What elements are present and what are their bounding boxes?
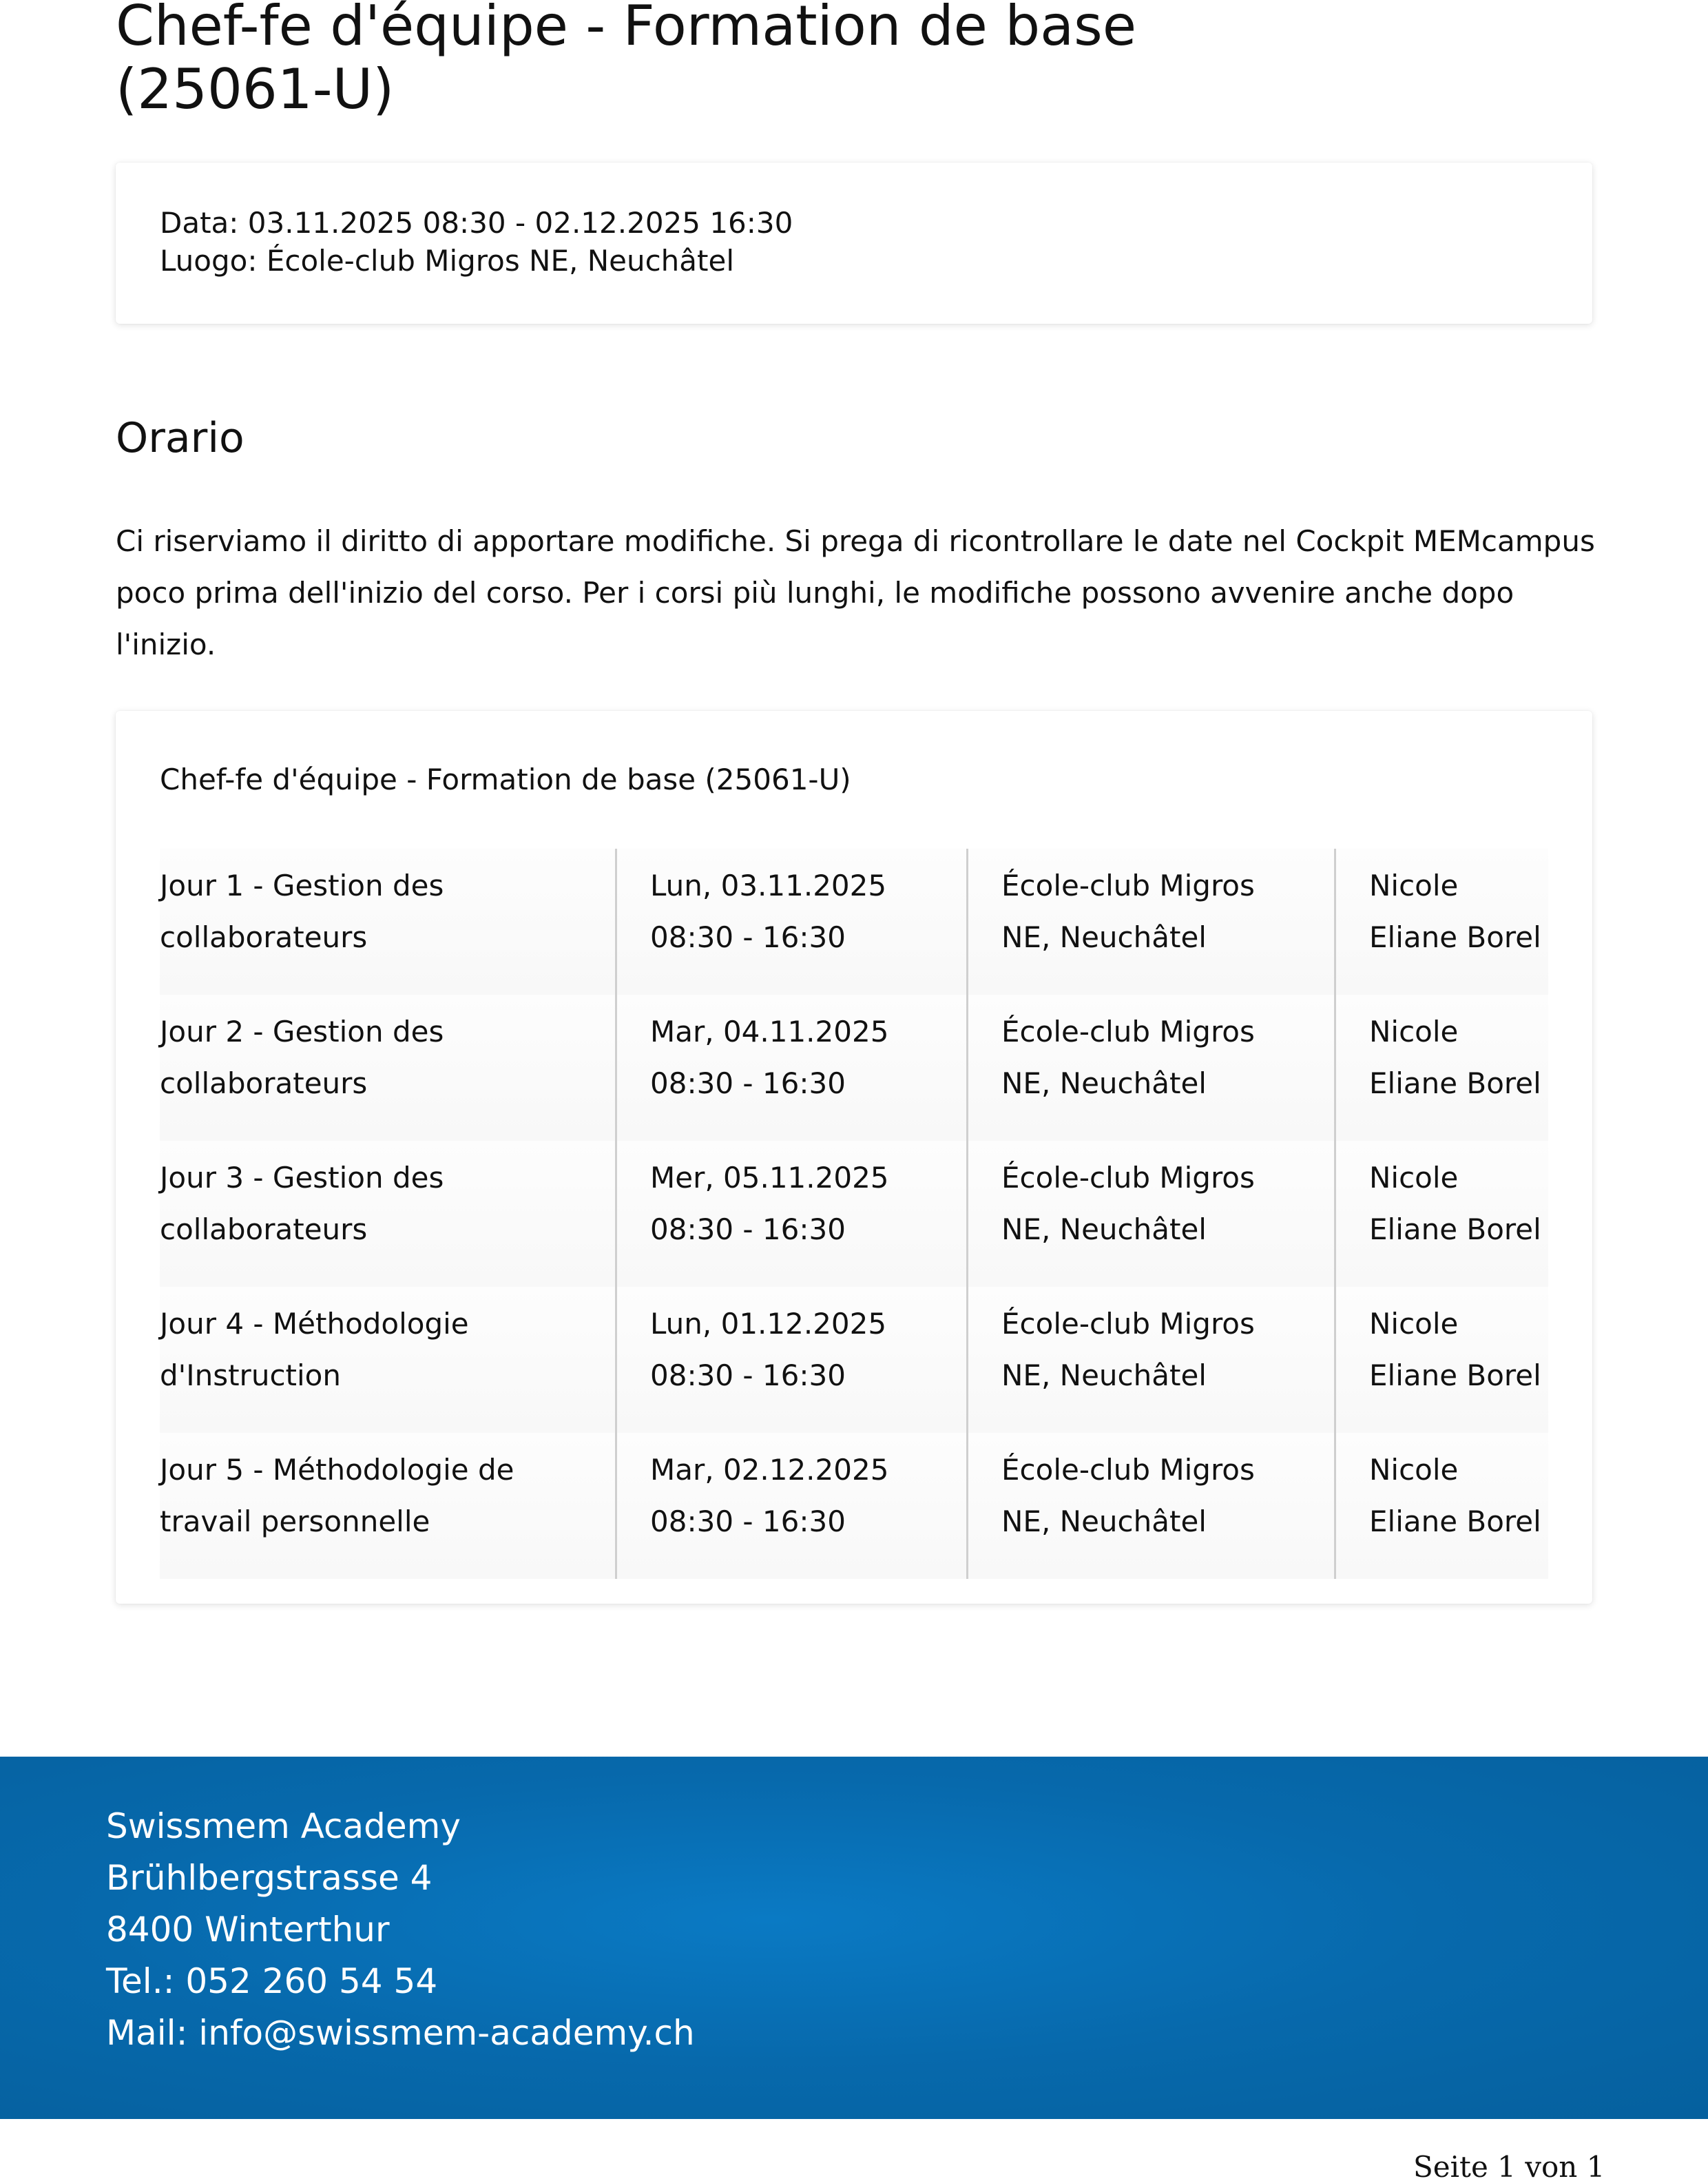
session-time: 08:30 - 16:30	[650, 1505, 846, 1538]
schedule-heading: Orario	[116, 414, 244, 462]
session-cell	[160, 1287, 617, 1433]
session-time: 08:30 - 16:30	[650, 1358, 846, 1392]
location-line: NE, Neuchâtel	[1001, 920, 1207, 954]
location-cell	[968, 1141, 1336, 1287]
location-line: NE, Neuchâtel	[1001, 1505, 1207, 1538]
table-row	[160, 1141, 1548, 1287]
session-name-line: collaborateurs	[160, 1066, 368, 1100]
page-title-line-2: (25061-U)	[116, 57, 395, 121]
footer-phone: Tel.: 052 260 54 54	[106, 1961, 438, 2001]
trainer-line: Eliane Borel	[1369, 920, 1541, 954]
footer-city: 8400 Winterthur	[106, 1910, 390, 1950]
location-line: École-club Migros	[1001, 1453, 1255, 1487]
schedule-card	[116, 711, 1592, 1604]
location-line: NE, Neuchâtel	[1001, 1212, 1207, 1246]
trainer-cell	[1336, 1433, 1548, 1579]
location-line: NE, Neuchâtel	[1001, 1358, 1207, 1392]
session-name-line: collaborateurs	[160, 1212, 368, 1246]
footer-street: Brühlbergstrasse 4	[106, 1858, 433, 1898]
trainer-line: Eliane Borel	[1369, 1358, 1541, 1392]
trainer-line: Nicole	[1369, 869, 1459, 902]
session-name-line: Jour 3 - Gestion des	[160, 1161, 444, 1195]
session-date: Lun, 01.12.2025	[650, 1307, 887, 1341]
page-number: Seite 1 von 1	[1413, 2150, 1605, 2181]
table-row	[160, 1433, 1548, 1579]
footer-organization: Swissmem Academy	[106, 1806, 461, 1846]
datetime-cell	[617, 1141, 968, 1287]
location-line: École-club Migros	[1001, 869, 1255, 902]
footer-email: Mail: info@swissmem-academy.ch	[106, 2013, 695, 2053]
schedule-table	[160, 849, 1548, 1579]
table-row	[160, 1287, 1548, 1433]
table-row	[160, 849, 1548, 995]
location-cell	[968, 849, 1336, 995]
location-cell	[968, 995, 1336, 1141]
datetime-cell	[617, 1287, 968, 1433]
trainer-cell	[1336, 1287, 1548, 1433]
location-cell	[968, 1287, 1336, 1433]
location-line: NE, Neuchâtel	[1001, 1066, 1207, 1100]
trainer-cell	[1336, 849, 1548, 995]
location-line: École-club Migros	[1001, 1161, 1255, 1195]
footer	[0, 1757, 1708, 2119]
session-time: 08:30 - 16:30	[650, 1066, 846, 1100]
trainer-line: Nicole	[1369, 1161, 1459, 1195]
datetime-cell	[617, 995, 968, 1141]
session-name-line: collaborateurs	[160, 920, 368, 954]
session-name-line: Jour 4 - Méthodologie	[160, 1307, 469, 1341]
session-name-line: Jour 5 - Méthodologie de	[160, 1453, 514, 1487]
location-cell	[968, 1433, 1336, 1579]
session-name-line: travail personnelle	[160, 1505, 430, 1538]
schedule-notice: Ci riserviamo il diritto di apportare modifiche. Si prega di ricontrollare le date nel Cockpit MEMcampus poco prima dell'inizio del corso. Per i corsi più lunghi, le modifiche possono avvenire anche dopo l'inizio.	[116, 524, 1595, 661]
trainer-line: Eliane Borel	[1369, 1505, 1541, 1538]
trainer-line: Nicole	[1369, 1307, 1459, 1341]
trainer-line: Nicole	[1369, 1453, 1459, 1487]
schedule-card-title: Chef-fe d'équipe - Formation de base (25061-U)	[160, 763, 851, 796]
session-name-line: Jour 1 - Gestion des	[160, 869, 444, 902]
session-cell	[160, 849, 617, 995]
page-title	[116, 0, 1424, 121]
datetime-cell	[617, 1433, 968, 1579]
session-name-line: Jour 2 - Gestion des	[160, 1015, 444, 1048]
session-date: Mer, 05.11.2025	[650, 1161, 889, 1195]
trainer-cell	[1336, 995, 1548, 1141]
course-info-card	[116, 163, 1592, 324]
page-title-line-1: Chef-fe d'équipe - Formation de base	[116, 0, 1137, 58]
trainer-line: Eliane Borel	[1369, 1212, 1541, 1246]
trainer-line: Eliane Borel	[1369, 1066, 1541, 1100]
session-date: Lun, 03.11.2025	[650, 869, 887, 902]
session-time: 08:30 - 16:30	[650, 920, 846, 954]
session-cell	[160, 995, 617, 1141]
table-row	[160, 995, 1548, 1141]
session-name-line: d'Instruction	[160, 1358, 341, 1392]
session-cell	[160, 1433, 617, 1579]
session-cell	[160, 1141, 617, 1287]
session-time: 08:30 - 16:30	[650, 1212, 846, 1246]
course-location: Luogo: École-club Migros NE, Neuchâtel	[160, 244, 735, 278]
session-date: Mar, 04.11.2025	[650, 1015, 889, 1048]
datetime-cell	[617, 849, 968, 995]
course-date: Data: 03.11.2025 08:30 - 02.12.2025 16:30	[160, 206, 793, 240]
location-line: École-club Migros	[1001, 1015, 1255, 1048]
trainer-line: Nicole	[1369, 1015, 1459, 1048]
trainer-cell	[1336, 1141, 1548, 1287]
location-line: École-club Migros	[1001, 1307, 1255, 1341]
session-date: Mar, 02.12.2025	[650, 1453, 889, 1487]
